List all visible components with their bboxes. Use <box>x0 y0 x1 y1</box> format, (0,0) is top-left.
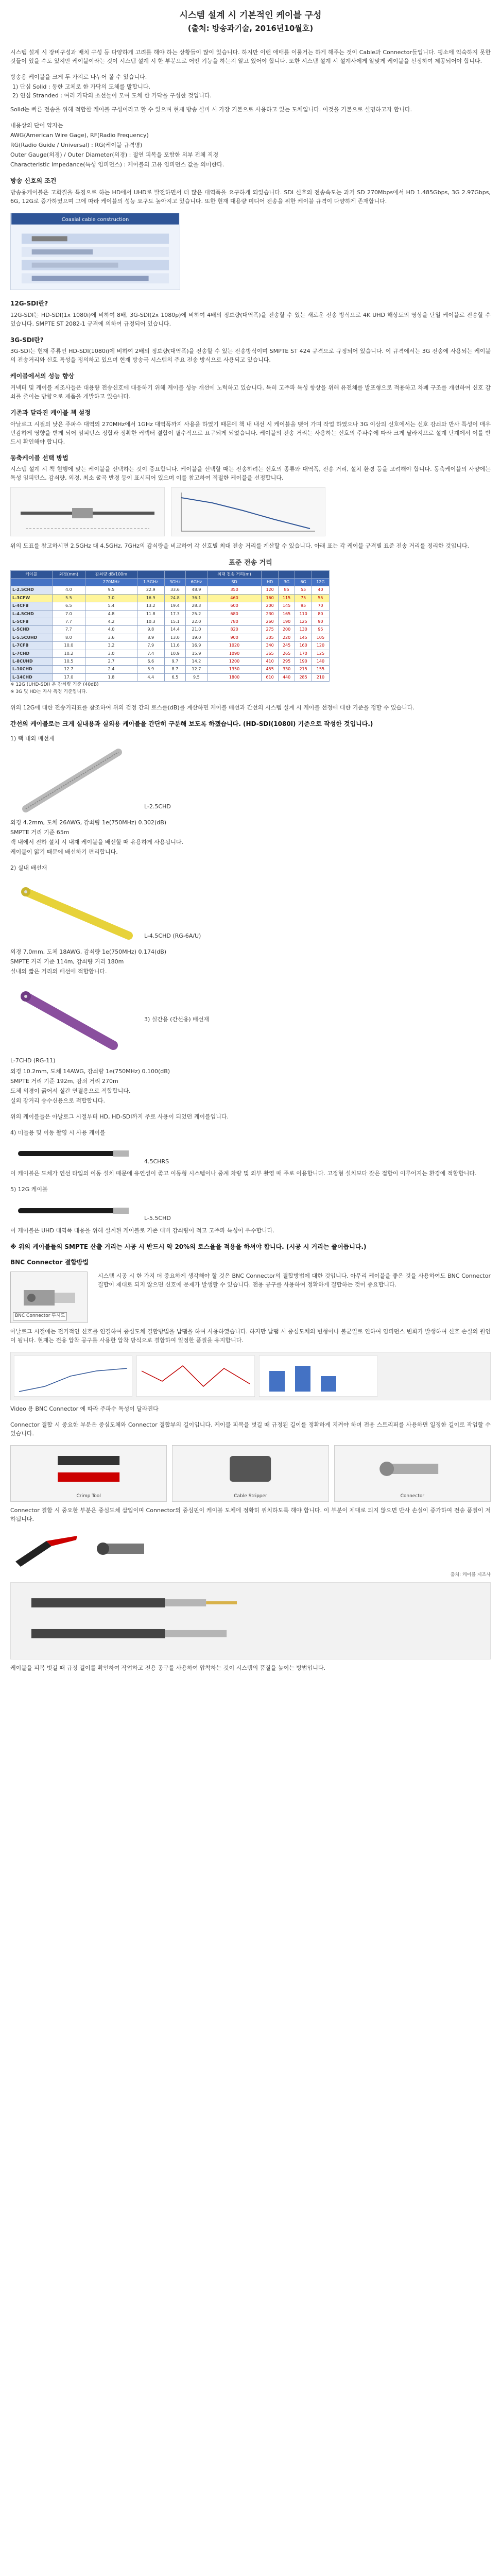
table-cell-name: L-3CFW <box>11 594 53 602</box>
cable-model: L-5.5CHD <box>144 1215 171 1222</box>
cable-model: L-7CHD (RG-11) <box>10 1057 56 1064</box>
table-cell: 3.0 <box>85 650 137 657</box>
table-cell: 9.8 <box>137 626 164 634</box>
table-row <box>11 618 330 626</box>
bnc-body: 시스템 시공 시 한 가지 더 중요하게 생각해야 할 것은 BNC Connector의 결합방법에 대한 것입니다. 아무리 케이블을 좋은 것을 사용하여도 BNC Connector 결합이 제대로 되지 않으면 신호에 문제가 발생할 수 있습니다. 전용 공구를 사용하여 정확하게 결합하는 것이 중요합니다. <box>98 1272 491 1288</box>
table-cell: 8.9 <box>137 634 164 641</box>
table-cell: 120 <box>312 642 329 650</box>
cable-3 <box>10 983 491 1105</box>
table-cell: 7.0 <box>85 594 137 602</box>
table-cell: 13.0 <box>164 634 186 641</box>
coax-diagram <box>10 213 180 290</box>
table-cell: 28.3 <box>186 602 208 610</box>
cable-heading: 4) 미들용 및 이동 촬영 시 사용 케이블 <box>10 1129 106 1137</box>
table-subheader-cell: 3G <box>278 579 295 586</box>
kinds-list <box>10 82 491 100</box>
table-cell: 8.0 <box>52 634 85 641</box>
table-cell: 19.0 <box>186 634 208 641</box>
table-subheader-cell: 12G <box>312 579 329 586</box>
table-cell: 365 <box>262 650 278 657</box>
table-cell: 190 <box>295 657 312 665</box>
table-cell: 4.0 <box>85 626 137 634</box>
bnc-desc: 아날로그 시절에는 전기적인 신호를 연결하여 중심도체 결합방법을 납땜을 하여 사용하였습니다. 하지만 납땜 시 중심도체의 변형이나 불균일로 인하여 임피던스 변화가 발생하여 신호 손실의 원인이 됩니다. 현재는 전용 압착 공구를 사용한 압착 방식으로 결합하여 일정한 품질을 유지합니다. <box>10 1328 491 1344</box>
table-cell: 220 <box>278 634 295 641</box>
table-cell-name: L-5CFB <box>11 618 53 626</box>
table-cell: 5.9 <box>137 666 164 673</box>
tool-caption: Crimp Tool <box>76 1494 101 1499</box>
article-header <box>10 9 491 35</box>
principle-body: 아날로그 시절의 낮은 주파수 대역의 270MHz에서 1GHz 대역폭까지 사용을 하였기 때문에 책 내 내선 시 케이블을 맺어 가며 작업 하였으나 3G 이상의 신호에서는 신호 감쇠와 반사 특성이 매우 민감하게 영향을 받게 되어 임피던스 정합과 정확한 커넥터 결합이 필수적으로 요구되게 되었습니다. 케이블의 전송 거리는 사용하는 신호의 주파수에 따라 크게 달라지므로 설계 단계에서 이를 반드시 확인해야 합니다. <box>10 420 491 445</box>
smpte-note: ※ 위의 케이블들의 SMPTE 산출 거리는 시공 시 반드시 약 20%의 로스율을 적용을 하셔야 합니다. (시공 시 거리는 줄어듭니다.) <box>10 1243 367 1250</box>
table-cell: 10.2 <box>52 650 85 657</box>
table-row <box>11 602 330 610</box>
table-cell: 1800 <box>207 673 262 681</box>
cable-spec: 실내의 짧은 거리의 배선에 적합합니다. <box>10 968 107 975</box>
table-intro: 위의 도표를 참고하시면 2.5GHz 대 4.5GHz, 7GHz의 감쇠량을 비교하여 각 신호별 최대 전송 거리를 계산할 수 있습니다. 아래 표는 각 케이블 규격별 표준 전송 거리를 정리한 것입니다. <box>10 543 470 550</box>
table-cell: 95 <box>295 602 312 610</box>
principle-section <box>10 408 491 446</box>
bnc-chart-1 <box>14 1355 132 1397</box>
units-item: AWG(American Wire Gage), RF(Radio Frequency) <box>10 132 149 139</box>
table-subheader-cell: HD <box>262 579 278 586</box>
table-cell: 17.3 <box>164 610 186 618</box>
table-cell: 70 <box>312 602 329 610</box>
table-row <box>11 657 330 665</box>
table-header-row <box>11 570 330 578</box>
sdi12g-section <box>10 299 491 328</box>
units-item: Characteristic Impedance(특성 임피던스) : 케이블의 고유 임피던스 값을 의미한다. <box>10 161 224 168</box>
table-header-cell <box>164 570 186 578</box>
table-cell: 140 <box>312 657 329 665</box>
table-cell: 245 <box>278 642 295 650</box>
table-cell: 16.9 <box>137 594 164 602</box>
table-cell: 125 <box>295 618 312 626</box>
table-cell: 820 <box>207 626 262 634</box>
table-cell: 900 <box>207 634 262 641</box>
table-cell: 3.6 <box>85 634 137 641</box>
connector-desc: Connector 결합 시 중요한 부분은 중심도체와 Connector 결합부의 길이입니다. 케이블 피복을 벗길 때 규정된 길이를 정확하게 지켜야 하며 전용 스트리퍼를 사용하면 일정한 길이로 작업할 수 있습니다. <box>10 1421 491 1437</box>
table-cell: 40 <box>312 586 329 594</box>
stripping-guide-image <box>10 1582 491 1659</box>
analog-note: 위의 케이블들은 아날로그 시절부터 HD, HD-SDI까지 주로 사용이 되었던 케이블입니다. <box>10 1113 229 1121</box>
table-cell: 1200 <box>207 657 262 665</box>
table-row <box>11 666 330 673</box>
table-cell: 9.7 <box>164 657 186 665</box>
transmission-table-block <box>10 558 491 696</box>
cable-spec: 랙 내에서 전하 설치 시 내재 케이블을 배선할 때 유용하게 사용됩니다. <box>10 838 183 845</box>
table-cell: 200 <box>278 626 295 634</box>
table-cell: 7.7 <box>52 618 85 626</box>
standard-title: 방송 신호의 조건 <box>10 177 57 185</box>
cable-model: L-4.5CHD (RG-6A/U) <box>144 932 201 939</box>
table-cell: 260 <box>262 618 278 626</box>
table-cell: 4.0 <box>52 586 85 594</box>
kinds-item: 2) 연심 Stranded : 여러 가닥의 소선들이 모여 도체 한 가닥을 구성한 것입니다. <box>12 92 212 99</box>
cable-image <box>10 876 139 943</box>
table-cell: 780 <box>207 618 262 626</box>
tool-caption: Connector <box>400 1494 425 1499</box>
table-subheader-cell: 3GHz <box>164 579 186 586</box>
table-cell: 13.2 <box>137 602 164 610</box>
table-cell: 5.5 <box>52 594 85 602</box>
table-cell: 285 <box>295 673 312 681</box>
table-cell: 1350 <box>207 666 262 673</box>
table-cell: 14.4 <box>164 626 186 634</box>
cable-5 <box>10 1185 491 1234</box>
table-note: ※ 3G 및 HD는 자사 측정 기준입니다. <box>10 689 88 695</box>
table-cell: 2.7 <box>85 657 137 665</box>
table-cell: 115 <box>278 594 295 602</box>
standard-section <box>10 176 491 206</box>
table-cell: 160 <box>295 642 312 650</box>
table-subheader-cell: SD <box>207 579 262 586</box>
table-cell: 9.5 <box>85 586 137 594</box>
cable-4 <box>10 1128 491 1178</box>
table-cell: 460 <box>207 594 262 602</box>
table-cell: 1020 <box>207 642 262 650</box>
table-row <box>11 673 330 681</box>
table-cell: 145 <box>278 602 295 610</box>
table-cell: 275 <box>262 626 278 634</box>
table-cell: 600 <box>207 602 262 610</box>
table-cell: 6.5 <box>52 602 85 610</box>
cable-spec: SMPTE 거리 기준 192m, 감쇠 거리 270m <box>10 1078 118 1085</box>
table-cell-name: L-5CHD <box>11 626 53 634</box>
table-row <box>11 634 330 641</box>
bnc-label: BNC Connector 투시도 <box>13 1312 67 1320</box>
attenuation-figures <box>10 487 491 536</box>
table-cell: 90 <box>312 618 329 626</box>
table-header-cell <box>186 570 208 578</box>
table-row <box>11 642 330 650</box>
table-cell: 440 <box>278 673 295 681</box>
cable-model: L-2.5CHD <box>144 803 171 810</box>
table-cell: 305 <box>262 634 278 641</box>
table-cell: 6.6 <box>137 657 164 665</box>
table-cell: 130 <box>295 626 312 634</box>
tool-images <box>10 1445 491 1502</box>
table-cell: 105 <box>312 634 329 641</box>
cable-spec: 실외 장거리 송수신용으로 적합합니다. <box>10 1097 106 1105</box>
kinds-desc: Solid는 빠른 전송을 위해 적합한 케이블 구성이라고 할 수 있으며 현재 방송 설비 시 가장 기본으로 사용하고 있는 도체입니다. 이것을 기본으로 설명하고자 합니다. <box>10 106 412 113</box>
cable-image <box>10 747 139 814</box>
table-cell: 6.5 <box>164 673 186 681</box>
cable-2 <box>10 863 491 976</box>
principle-title: 기존과 달라진 케이블 책 설정 <box>10 409 91 417</box>
table-cell: 24.8 <box>164 594 186 602</box>
table-cell: 15.9 <box>186 650 208 657</box>
cable-spec: SMPTE 거리 기준 114m, 감쇠량 거리 180m <box>10 958 124 965</box>
table-subheader-cell: 1.5GHz <box>137 579 164 586</box>
table-cell: 265 <box>278 650 295 657</box>
kinds-intro: 방송용 케이블을 크게 두 가지로 나누어 볼 수 있습니다. <box>10 73 147 80</box>
attenuation-figure-2 <box>171 487 325 536</box>
select-body: 시스템 설계 시 책 현행에 맞는 케이블을 선택하는 것이 중요합니다. 케이블을 선택할 때는 전송하려는 신호의 종류와 대역폭, 전송 거리, 설치 환경 등을 고려해야 합니다. 동축케이블의 사양에는 특성 임피던스, 감쇠량, 외경, 최소 굴곡 반경 등이 표시되어 있으며 이를 참고하여 적절한 케이블을 선정합니다. <box>10 466 491 482</box>
table-cell: 80 <box>312 610 329 618</box>
after-table-text: 위의 12G에 대한 전송거리표를 참조하여 위의 검정 간의 로스를(dB)를 계산하면 케이블 배선과 간선의 시스템 설계 시 케이블 선정에 대한 기준을 정할 수 있습니다. <box>10 704 414 711</box>
table-cell: 15.1 <box>164 618 186 626</box>
table-header-cell: 최대 전송 거리(m) <box>207 570 262 578</box>
table-row <box>11 610 330 618</box>
bnc-chart-2 <box>136 1355 255 1397</box>
bnc-section <box>10 1258 491 1345</box>
bnc-chart-caption: Video 용 BNC Connector 에 따라 주파수 특성이 달라진다 <box>10 1405 159 1412</box>
table-cell-name: L-7CFB <box>11 642 53 650</box>
table-cell: 95 <box>312 626 329 634</box>
table-header-cell: 케이블 <box>11 570 53 578</box>
units-intro: 내용상의 단어 약자는 <box>10 122 63 129</box>
coax-diagram-caption: Coaxial cable construction <box>61 216 129 223</box>
table-cell: 4.2 <box>85 618 137 626</box>
select-section <box>10 453 491 483</box>
table-cell: 7.7 <box>52 626 85 634</box>
table-cell: 25.2 <box>186 610 208 618</box>
table-cell: 1.8 <box>85 673 137 681</box>
table-cell: 12.7 <box>186 666 208 673</box>
sdi3g-body: 3G-SDI는 현재 주류인 HD-SDI(1080i)에 비하여 2배의 정보량(대역폭)을 전송할 수 있는 전송방식이며 SMPTE ST 424 규격으로 규정되어 있습니다. 이 규격에서는 3G 전송에 사용되는 케이블의 전송거리와 신호 특성을 정의하고 있으며 현재 방송국 시스템의 주요 전송 방식으로 사용되고 있습니다. <box>10 348 491 364</box>
table-cell: 21.0 <box>186 626 208 634</box>
table-cell: 36.1 <box>186 594 208 602</box>
bottom-desc: 케이블을 피복 벗길 때 규정 길이를 확인하여 작업하고 전용 공구를 사용하여 압착하는 것이 시스템의 품질을 높이는 방법입니다. <box>10 1665 325 1671</box>
plug-image <box>93 1531 154 1567</box>
sdi3g-title: 3G-SDI란? <box>10 336 44 344</box>
table-title: 표준 전송 거리 <box>229 558 272 567</box>
table-cell-name: L-4.5CHD <box>11 610 53 618</box>
table-cell: 48.9 <box>186 586 208 594</box>
table-cell: 160 <box>262 594 278 602</box>
table-header-cell <box>278 570 295 578</box>
table-cell: 85 <box>278 586 295 594</box>
stripper-image <box>172 1445 329 1502</box>
table-cell: 9.5 <box>186 673 208 681</box>
table-cell: 215 <box>295 666 312 673</box>
table-cell-name: L-5.5CUHD <box>11 634 53 641</box>
final-images <box>10 1531 491 1567</box>
table-cell: 8.7 <box>164 666 186 673</box>
table-cell: 455 <box>262 666 278 673</box>
table-cell: 155 <box>312 666 329 673</box>
table-row <box>11 594 330 602</box>
table-cell: 16.9 <box>186 642 208 650</box>
table-cell: 55 <box>312 594 329 602</box>
units-item: Outer Gauge(외경) / Outer Diameter(외경) : 절연 피복을 포함한 외부 전체 직경 <box>10 151 219 159</box>
cable-spec: 외경 4.2mm, 도체 26AWG, 감쇠량 1e(750MHz) 0.302(dB) <box>10 819 167 826</box>
table-cell: 19.4 <box>164 602 186 610</box>
cable-heading: 1) 랙 내외 배선재 <box>10 735 55 742</box>
cable-heading: 2) 실내 배선재 <box>10 864 47 871</box>
cable-spec: 케이블이 얇기 때문에 배선하기 편리합니다. <box>10 848 118 855</box>
table-subheader-cell: 6GHz <box>186 579 208 586</box>
bnc-title: BNC Connector 결합방법 <box>10 1259 89 1266</box>
table-header-cell <box>262 570 278 578</box>
table-cell: 110 <box>295 610 312 618</box>
table-subheader-row <box>11 579 330 586</box>
table-header-cell <box>295 570 312 578</box>
table-cell: 295 <box>278 657 295 665</box>
table-cell: 14.2 <box>186 657 208 665</box>
crimp-tool-image <box>10 1445 167 1502</box>
quality-section <box>10 371 491 401</box>
final-desc: Connector 결합 시 중요한 부분은 중심도체 삽입이며 Connector의 중심핀이 케이블 도체에 정확히 위치하도록 해야 합니다. 이 부분이 제대로 되지 않으면 반사 손실이 증가하여 전송 품질이 저하됩니다. <box>10 1506 491 1523</box>
cable-spec: 도체 외경이 굵어서 실간 연결용으로 적합합니다. <box>10 1088 131 1095</box>
table-cell: 10.0 <box>52 642 85 650</box>
table-cell: 17.0 <box>52 673 85 681</box>
table-cell-name: L-10CHD <box>11 666 53 673</box>
table-cell: 10.9 <box>164 650 186 657</box>
table-header-cell <box>137 570 164 578</box>
coax-diagram-figure <box>10 213 491 293</box>
table-subheader-cell <box>52 579 85 586</box>
units-item: RG(Radio Guide / Universal) : RG(케이블 규격명) <box>10 142 143 149</box>
cable-desc: 이 케이블은 UHD 대역폭 대응을 위해 설계된 케이블로 기존 대비 감쇠량이 적고 고주파 특성이 우수합니다. <box>10 1227 274 1234</box>
table-cell: 4.8 <box>85 610 137 618</box>
table-cell: 2.4 <box>85 666 137 673</box>
table-cell: 7.4 <box>137 650 164 657</box>
table-cell: 7.9 <box>137 642 164 650</box>
article-source: (출처: 방송과기술, 2016년10월호) <box>187 23 314 33</box>
cable-1 <box>10 734 491 856</box>
table-cell: 145 <box>295 634 312 641</box>
table-cell: 7.0 <box>52 610 85 618</box>
standard-body: 방송용케이블은 고화질을 특징으로 하는 HD에서 UHD로 발전하면서 더 많은 대역폭을 요구하게 되었습니다. SDI 신호의 전송속도는 과거 SD 270Mbps에서 HD 1.485Gbps, 3G 2.97Gbps, 6G, 12G로 증가하였으며 그에 따라 케이블의 성능 요구도 높아지고 있습니다. 또한 현재 대용량 미디어 전송을 위한 케이블 규격이 다양하게 존재합니다. <box>10 189 491 205</box>
kinds-section <box>10 73 491 114</box>
cable-image <box>10 986 139 1053</box>
table-cell: 11.6 <box>164 642 186 650</box>
table-row <box>11 650 330 657</box>
sdi12g-title: 12G-SDI란? <box>10 300 48 307</box>
pliers-image <box>10 1531 82 1567</box>
intro-paragraph: 시스템 설계 시 장비구성과 배치 구성 등 다양하게 고려를 해야 하는 상황들이 많이 있습니다. 하지만 이런 애매를 이룰거는 하게 해주는 것이 Cable과 Connector들입니다. 평소에 익숙하지 못한 것들이 있을 수도 있지만 케이블이라는 것이 시스템 설계 시 한 부분으로 어떤 기능을 하는지 알고 있어야 합니다. 또한 시스템 설계 시 설계사에게 알맞게 케이블을 선정하여 제공되어야 합니다. <box>10 48 491 64</box>
table-cell: 170 <box>295 650 312 657</box>
article-title: 시스템 설계 시 기본적인 케이블 구성 <box>179 10 322 21</box>
bnc-connector-image <box>10 1272 88 1323</box>
cable-image <box>10 1138 139 1169</box>
table-cell: 5.4 <box>85 602 137 610</box>
quality-title: 케이블에서의 성능 향상 <box>10 372 75 380</box>
cable-heading: 5) 12G 케이블 <box>10 1186 48 1193</box>
table-cell: 120 <box>262 586 278 594</box>
table-cell: 230 <box>262 610 278 618</box>
connector-image <box>334 1445 491 1502</box>
table-cell: 165 <box>278 610 295 618</box>
table-cell: 200 <box>262 602 278 610</box>
table-row <box>11 626 330 634</box>
table-cell: 75 <box>295 594 312 602</box>
table-cell: 55 <box>295 586 312 594</box>
cable-model: 4.5CHRS <box>144 1158 169 1165</box>
table-row <box>11 586 330 594</box>
table-header-cell: 감쇠량 dB/100m <box>85 570 137 578</box>
table-header-cell <box>312 570 329 578</box>
table-cell: 410 <box>262 657 278 665</box>
table-cell: 10.5 <box>52 657 85 665</box>
table-cell: 350 <box>207 586 262 594</box>
cables-intro: 간선의 케이블로는 크게 실내용과 실외용 케이블을 간단히 구분해 보도록 하겠습니다. (HD-SDI(1080i) 기준으로 작성한 것입니다.) <box>10 720 373 728</box>
table-subheader-cell: 6G <box>295 579 312 586</box>
table-cell: 210 <box>312 673 329 681</box>
table-cell: 125 <box>312 650 329 657</box>
transmission-table <box>10 570 330 682</box>
table-cell-name: L-4CFB <box>11 602 53 610</box>
table-note: ※ 12G (UHD-SDI) 은 감쇠량 기준 (40dB) <box>10 682 99 688</box>
units-section <box>10 121 491 169</box>
table-cell: 190 <box>278 618 295 626</box>
table-cell-name: L-2.5CHD <box>11 586 53 594</box>
sdi12g-body: 12G-SDI는 HD-SDI(1x 1080i)에 비하여 8배, 3G-SDI(2x 1080p)에 비하여 4배의 정보량(대역폭)을 전송할 수 있는 새로운 전송 방식으로 4K UHD 해상도의 영상을 단일 케이블로 전송할 수 있습니다. SMPTE ST 2082-1 규격에 의하여 규정되어 있습니다. <box>10 311 491 327</box>
table-header-cell: 외경(mm) <box>52 570 85 578</box>
table-cell: 10.3 <box>137 618 164 626</box>
table-cell: 12.7 <box>52 666 85 673</box>
table-cell: 1090 <box>207 650 262 657</box>
sdi3g-section <box>10 335 491 365</box>
table-cell-name: L-7CHD <box>11 650 53 657</box>
table-subheader-cell <box>11 579 53 586</box>
cable-spec: 외경 7.0mm, 도체 18AWG, 감쇠량 1e(750MHz) 0.174(dB) <box>10 948 167 955</box>
table-cell-name: L-8CUHD <box>11 657 53 665</box>
table-cell: 610 <box>262 673 278 681</box>
table-cell: 680 <box>207 610 262 618</box>
table-cell: 340 <box>262 642 278 650</box>
cable-spec: 외경 10.2mm, 도체 14AWG, 감쇠량 1e(750MHz) 0.100(dB) <box>10 1068 170 1075</box>
table-cell-name: L-14CHD <box>11 673 53 681</box>
table-cell: 330 <box>278 666 295 673</box>
table-cell: 22.9 <box>137 586 164 594</box>
cable-spec: SMPTE 거리 기준 65m <box>10 828 70 836</box>
attenuation-figure-1 <box>10 487 165 536</box>
bnc-chart-3 <box>259 1355 377 1397</box>
quality-body: 커넥터 및 케이블 제조사들은 대용량 전송신호에 대응하기 위해 케이블 성능 개선에 노력하고 있습니다. 특히 고주파 특성 향상을 위해 유전체를 발포형으로 적용하고 차폐 구조를 개선하여 신호 감쇠를 줄이는 방향으로 제품을 개발하고 있습니다. <box>10 384 491 400</box>
bnc-charts-row <box>10 1352 491 1400</box>
tool-caption: Cable Stripper <box>234 1494 267 1499</box>
footer-credit: 출처: 케이블 제조사 <box>450 1572 491 1578</box>
table-cell: 22.0 <box>186 618 208 626</box>
table-subheader-cell: 270MHz <box>85 579 137 586</box>
cable-heading: 3) 실간용 (간선용) 배선재 <box>144 1015 209 1023</box>
select-title: 동축케이블 선택 방법 <box>10 454 68 462</box>
cable-image <box>10 1195 139 1226</box>
cable-desc: 이 케이블은 도체가 연선 타입의 이동 설치 때문에 유연성이 좋고 이동형 시스템이나 중계 차량 및 외부 촬영 때 주로 이용합니다. 고정형 설치보다 잦은 접합이 이루어지는 환경에 적합합니다. <box>10 1170 477 1177</box>
table-cell: 4.4 <box>137 673 164 681</box>
table-cell: 3.2 <box>85 642 137 650</box>
table-cell: 33.6 <box>164 586 186 594</box>
table-cell: 11.8 <box>137 610 164 618</box>
kinds-item: 1) 단심 Solid : 동한 고체로 한 가닥의 도체를 말합니다. <box>12 83 151 90</box>
